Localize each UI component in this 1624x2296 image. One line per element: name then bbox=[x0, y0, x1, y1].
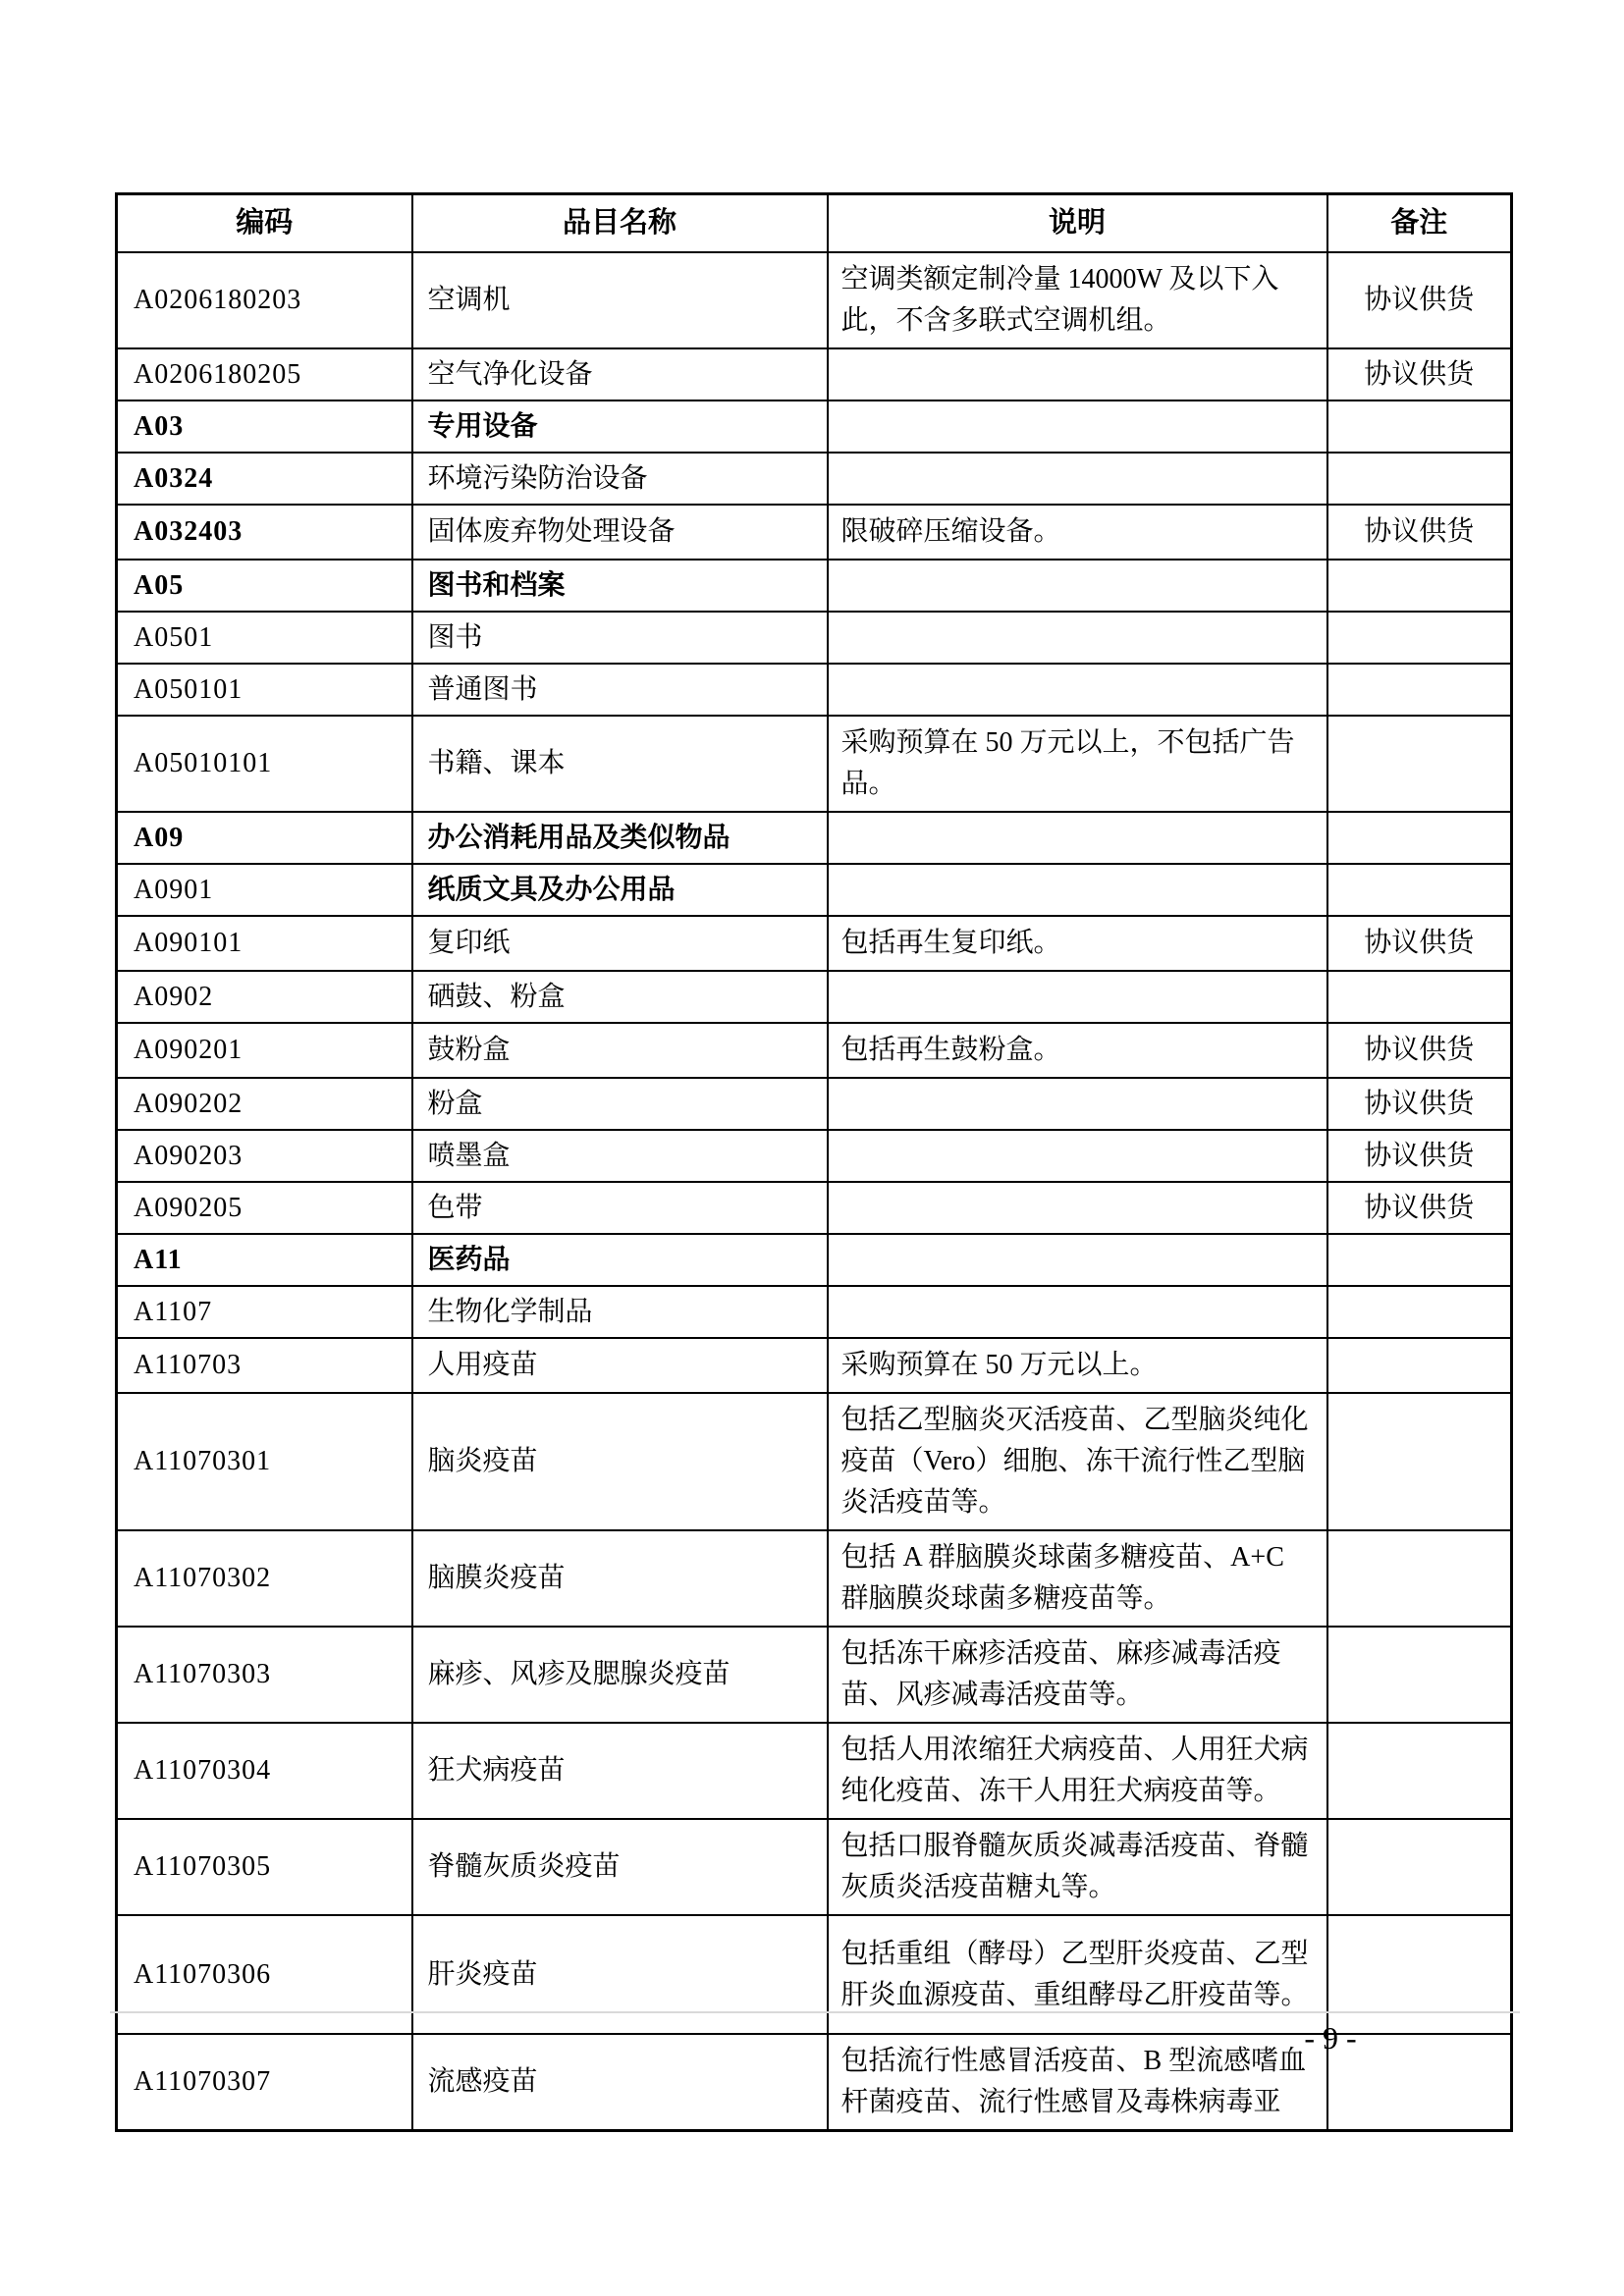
table-row bbox=[117, 505, 1512, 560]
description-cell: 包括冻干麻疹活疫苗、麻疹减毒活疫苗、风疹减毒活疫苗等。 bbox=[828, 1627, 1327, 1723]
note-cell: 协议供货 bbox=[1327, 252, 1512, 348]
note-cell: 协议供货 bbox=[1327, 505, 1512, 560]
description-cell: 限破碎压缩设备。 bbox=[828, 505, 1327, 560]
item-name-cell: 书籍、课本 bbox=[412, 716, 828, 812]
item-name-cell: 空气净化设备 bbox=[412, 348, 828, 400]
note-cell bbox=[1327, 864, 1512, 916]
note-cell bbox=[1327, 1530, 1512, 1627]
code-cell: A090202 bbox=[117, 1078, 412, 1130]
table-row bbox=[117, 560, 1512, 612]
description-cell: 包括乙型脑炎灭活疫苗、乙型脑炎纯化疫苗（Vero）细胞、冻干流行性乙型脑炎活疫苗等。 bbox=[828, 1393, 1327, 1530]
table-row bbox=[117, 1530, 1512, 1627]
table-row bbox=[117, 1023, 1512, 1078]
item-name-cell: 办公消耗用品及类似物品 bbox=[412, 812, 828, 864]
table-row bbox=[117, 252, 1512, 348]
description-cell bbox=[828, 864, 1327, 916]
header-note: 备注 bbox=[1327, 194, 1512, 253]
description-cell bbox=[828, 812, 1327, 864]
code-cell: A090205 bbox=[117, 1182, 412, 1234]
table-row bbox=[117, 400, 1512, 453]
note-cell bbox=[1327, 664, 1512, 716]
table-row bbox=[117, 1915, 1512, 2034]
table-row bbox=[117, 812, 1512, 864]
code-cell: A05 bbox=[117, 560, 412, 612]
item-name-cell: 流感疫苗 bbox=[412, 2034, 828, 2131]
description-cell bbox=[828, 560, 1327, 612]
table-row bbox=[117, 612, 1512, 664]
note-cell bbox=[1327, 453, 1512, 505]
description-cell: 包括再生复印纸。 bbox=[828, 916, 1327, 971]
item-name-cell: 麻疹、风疹及腮腺炎疫苗 bbox=[412, 1627, 828, 1723]
table-row bbox=[117, 716, 1512, 812]
item-name-cell: 图书 bbox=[412, 612, 828, 664]
table-row bbox=[117, 1723, 1512, 1819]
description-cell bbox=[828, 453, 1327, 505]
table-row bbox=[117, 664, 1512, 716]
description-cell bbox=[828, 400, 1327, 453]
description-cell bbox=[828, 971, 1327, 1023]
table-row bbox=[117, 1130, 1512, 1182]
note-cell bbox=[1327, 400, 1512, 453]
code-cell: A11070301 bbox=[117, 1393, 412, 1530]
code-cell: A11 bbox=[117, 1234, 412, 1286]
item-name-cell: 脊髓灰质炎疫苗 bbox=[412, 1819, 828, 1915]
note-cell bbox=[1327, 1286, 1512, 1338]
note-cell: 协议供货 bbox=[1327, 1078, 1512, 1130]
note-cell bbox=[1327, 1915, 1512, 2034]
code-cell: A110703 bbox=[117, 1338, 412, 1393]
item-name-cell: 图书和档案 bbox=[412, 560, 828, 612]
table-row bbox=[117, 916, 1512, 971]
item-name-cell: 粉盒 bbox=[412, 1078, 828, 1130]
item-name-cell: 脑炎疫苗 bbox=[412, 1393, 828, 1530]
code-cell: A11070307 bbox=[117, 2034, 412, 2131]
table-body bbox=[117, 252, 1512, 2131]
item-name-cell: 人用疫苗 bbox=[412, 1338, 828, 1393]
code-cell: A11070303 bbox=[117, 1627, 412, 1723]
description-cell: 采购预算在 50 万元以上，不包括广告品。 bbox=[828, 716, 1327, 812]
code-cell: A1107 bbox=[117, 1286, 412, 1338]
note-cell bbox=[1327, 1723, 1512, 1819]
item-name-cell: 硒鼓、粉盒 bbox=[412, 971, 828, 1023]
item-name-cell: 固体废弃物处理设备 bbox=[412, 505, 828, 560]
code-cell: A03 bbox=[117, 400, 412, 453]
table-bottom-scan-line bbox=[110, 2011, 1520, 2013]
page-number: - 9 - bbox=[1304, 2020, 1357, 2056]
code-cell: A032403 bbox=[117, 505, 412, 560]
item-name-cell: 色带 bbox=[412, 1182, 828, 1234]
note-cell: 协议供货 bbox=[1327, 348, 1512, 400]
code-cell: A0501 bbox=[117, 612, 412, 664]
table-row bbox=[117, 1627, 1512, 1723]
description-cell bbox=[828, 348, 1327, 400]
header-code: 编码 bbox=[117, 194, 412, 253]
table-row bbox=[117, 1182, 1512, 1234]
procurement-catalog-table bbox=[115, 192, 1513, 2132]
code-cell: A0324 bbox=[117, 453, 412, 505]
note-cell bbox=[1327, 971, 1512, 1023]
item-name-cell: 喷墨盒 bbox=[412, 1130, 828, 1182]
table-row bbox=[117, 1819, 1512, 1915]
description-cell: 包括重组（酵母）乙型肝炎疫苗、乙型肝炎血源疫苗、重组酵母乙肝疫苗等。 bbox=[828, 1915, 1327, 2034]
description-cell: 空调类额定制冷量 14000W 及以下入此，不含多联式空调机组。 bbox=[828, 252, 1327, 348]
description-cell: 包括 A 群脑膜炎球菌多糖疫苗、A+C 群脑膜炎球菌多糖疫苗等。 bbox=[828, 1530, 1327, 1627]
table-row bbox=[117, 1234, 1512, 1286]
code-cell: A11070306 bbox=[117, 1915, 412, 2034]
table-row bbox=[117, 1286, 1512, 1338]
code-cell: A090203 bbox=[117, 1130, 412, 1182]
note-cell bbox=[1327, 812, 1512, 864]
note-cell: 协议供货 bbox=[1327, 916, 1512, 971]
note-cell bbox=[1327, 560, 1512, 612]
code-cell: A0206180203 bbox=[117, 252, 412, 348]
table-header bbox=[117, 194, 1512, 253]
item-name-cell: 医药品 bbox=[412, 1234, 828, 1286]
code-cell: A11070302 bbox=[117, 1530, 412, 1627]
description-cell bbox=[828, 612, 1327, 664]
note-cell bbox=[1327, 1627, 1512, 1723]
item-name-cell: 纸质文具及办公用品 bbox=[412, 864, 828, 916]
description-cell bbox=[828, 1286, 1327, 1338]
code-cell: A090101 bbox=[117, 916, 412, 971]
header-row bbox=[117, 194, 1512, 253]
description-cell bbox=[828, 1130, 1327, 1182]
table-row bbox=[117, 864, 1512, 916]
table-row bbox=[117, 1078, 1512, 1130]
code-cell: A0206180205 bbox=[117, 348, 412, 400]
note-cell bbox=[1327, 1234, 1512, 1286]
item-name-cell: 狂犬病疫苗 bbox=[412, 1723, 828, 1819]
item-name-cell: 鼓粉盒 bbox=[412, 1023, 828, 1078]
code-cell: A05010101 bbox=[117, 716, 412, 812]
description-cell bbox=[828, 1078, 1327, 1130]
note-cell bbox=[1327, 716, 1512, 812]
note-cell bbox=[1327, 612, 1512, 664]
code-cell: A11070304 bbox=[117, 1723, 412, 1819]
code-cell: A09 bbox=[117, 812, 412, 864]
table-row bbox=[117, 971, 1512, 1023]
description-cell bbox=[828, 1234, 1327, 1286]
item-name-cell: 肝炎疫苗 bbox=[412, 1915, 828, 2034]
item-name-cell: 空调机 bbox=[412, 252, 828, 348]
item-name-cell: 普通图书 bbox=[412, 664, 828, 716]
item-name-cell: 生物化学制品 bbox=[412, 1286, 828, 1338]
table-row bbox=[117, 348, 1512, 400]
description-cell bbox=[828, 1182, 1327, 1234]
note-cell: 协议供货 bbox=[1327, 1023, 1512, 1078]
table-row bbox=[117, 1393, 1512, 1530]
description-cell bbox=[828, 664, 1327, 716]
item-name-cell: 环境污染防治设备 bbox=[412, 453, 828, 505]
code-cell: A050101 bbox=[117, 664, 412, 716]
header-item-name: 品目名称 bbox=[412, 194, 828, 253]
code-cell: A11070305 bbox=[117, 1819, 412, 1915]
item-name-cell: 脑膜炎疫苗 bbox=[412, 1530, 828, 1627]
note-cell: 协议供货 bbox=[1327, 1130, 1512, 1182]
header-description: 说明 bbox=[828, 194, 1327, 253]
note-cell bbox=[1327, 1393, 1512, 1530]
note-cell bbox=[1327, 1338, 1512, 1393]
description-cell: 包括人用浓缩狂犬病疫苗、人用狂犬病纯化疫苗、冻干人用狂犬病疫苗等。 bbox=[828, 1723, 1327, 1819]
description-cell bbox=[828, 2034, 1327, 2131]
item-name-cell: 专用设备 bbox=[412, 400, 828, 453]
note-cell: 协议供货 bbox=[1327, 1182, 1512, 1234]
description-cell: 采购预算在 50 万元以上。 bbox=[828, 1338, 1327, 1393]
table-row bbox=[117, 1338, 1512, 1393]
item-name-cell: 复印纸 bbox=[412, 916, 828, 971]
description-cell: 包括再生鼓粉盒。 bbox=[828, 1023, 1327, 1078]
code-cell: A090201 bbox=[117, 1023, 412, 1078]
code-cell: A0902 bbox=[117, 971, 412, 1023]
note-cell bbox=[1327, 1819, 1512, 1915]
clipped-description-text: 包括流行性感冒活疫苗、B 型流感嗜血杆菌疫苗、流行性感冒及毒株病毒亚 bbox=[840, 2046, 1307, 2117]
code-cell: A0901 bbox=[117, 864, 412, 916]
table-row bbox=[117, 453, 1512, 505]
description-cell: 包括口服脊髓灰质炎减毒活疫苗、脊髓灰质炎活疫苗糖丸等。 bbox=[828, 1819, 1327, 1915]
